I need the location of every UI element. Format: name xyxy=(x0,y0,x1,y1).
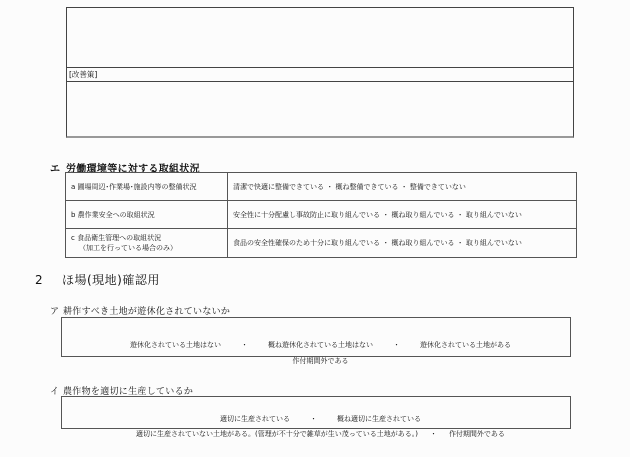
table-row xyxy=(66,229,577,258)
work-environment-table xyxy=(65,172,577,258)
table-row xyxy=(66,173,577,201)
option-mostly-no-idle-land[interactable]: 概ね遊休化されている土地はない xyxy=(267,341,373,349)
separator-dot: ・ xyxy=(240,341,248,349)
option-improperly-produced-land[interactable]: 適切に生産されていない土地がある。(管理が不十分で雑草が生い茂っている土地がある。) xyxy=(135,430,418,438)
row-options[interactable]: 食品の安全性確保のため十分に取り組んでいる ・ 概ね取り組んでいる ・ 取り組んでいない xyxy=(228,229,577,258)
improvement-label: [改善策] xyxy=(67,68,573,82)
question-a-title: 耕作すべき土地が遊休化されていないか xyxy=(63,307,231,317)
separator-dot: ・ xyxy=(392,341,400,349)
remarks-box xyxy=(66,7,574,138)
row-options[interactable]: 清潔で快適に整備できている ・ 概ね整備できている ・ 整備できていない xyxy=(228,173,577,201)
question-a-mark: ア xyxy=(50,307,60,317)
separator-dot: ・ xyxy=(309,415,317,423)
question-a-heading xyxy=(50,304,230,317)
option-idle-land-exists[interactable]: 遊休化されている土地がある xyxy=(419,341,511,349)
separator-dot: ・ xyxy=(429,430,437,438)
option-off-season[interactable]: 作付期間外である xyxy=(292,357,349,365)
option-off-season[interactable]: 作付期間外である xyxy=(448,430,505,438)
section-2-title: ほ場(現地)確認用 xyxy=(62,273,160,287)
option-properly-produced[interactable]: 適切に生産されている xyxy=(219,415,290,423)
remarks-blank-field[interactable] xyxy=(67,8,573,68)
row-item-label: b 農作業安全への取組状況 xyxy=(66,201,228,229)
question-a-answer-box xyxy=(61,317,571,365)
answer-line xyxy=(62,397,570,423)
section-2-heading xyxy=(35,271,160,288)
option-mostly-properly-produced[interactable]: 概ね適切に生産されている xyxy=(336,415,421,423)
question-b-answer-box xyxy=(61,396,571,438)
section-e-title: 労働環境等に対する取組状況 xyxy=(66,164,200,175)
row-item-label: c 食品衛生管理への取組状況 （加工を行っている場合のみ） xyxy=(66,229,228,258)
row-options[interactable]: 安全性に十分配慮し事故防止に取り組んでいる ・ 概ね取り組んでいる ・ 取り組んでいない xyxy=(228,201,577,229)
section-2-number: 2 xyxy=(35,273,44,287)
question-b-mark: イ xyxy=(50,387,60,397)
option-no-idle-land[interactable]: 遊休化されている土地はない xyxy=(129,341,221,349)
table-row xyxy=(66,201,577,229)
answer-line xyxy=(62,320,570,349)
row-item-label: a 圃場周辺･作業場･施設内等の整備状況 xyxy=(66,173,228,201)
question-b-title: 農作物を適切に生産しているか xyxy=(63,387,194,397)
section-e-mark: エ xyxy=(50,164,61,175)
row-item-note: （加工を行っている場合のみ） xyxy=(79,244,177,252)
